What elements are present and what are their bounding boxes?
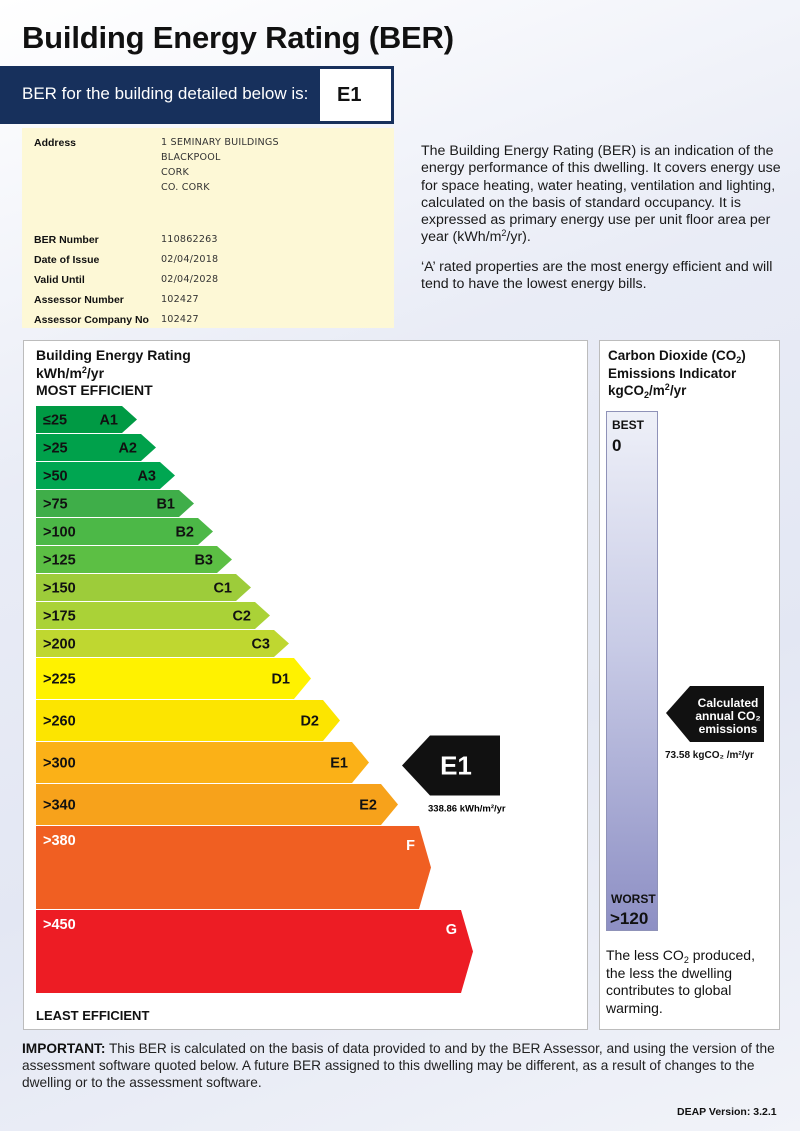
address-line: BLACKPOOL <box>161 152 221 163</box>
important-notice: IMPORTANT: This BER is calculated on the basis of data provided to and by the BER Assessor, and using the version of the assessment software quoted below. A future BER assigned to this dwelling may be different, as a result of changes to the dwelling or to the assessment software. <box>22 1041 775 1091</box>
address-line: CORK <box>161 167 190 178</box>
rating-band-range: >50 <box>43 468 68 485</box>
page-title: Building Energy Rating (BER) <box>22 20 454 55</box>
co2-note: The less $CO_2$ produced, the less the dwelling contributes to global warming. <box>606 947 755 1016</box>
rating-band-letter: F <box>406 838 415 854</box>
rating-band-range: >450 <box>43 917 76 933</box>
rating-band-letter: D1 <box>271 671 290 688</box>
rating-band-e2 <box>36 784 398 825</box>
rating-band-letter: B3 <box>194 552 213 569</box>
rating-band-letter: A3 <box>137 468 156 485</box>
rating-band-range: >260 <box>43 713 76 730</box>
rating-band-d2 <box>36 700 340 741</box>
rating-band-range: >150 <box>43 580 76 597</box>
rating-band-letter: C3 <box>251 636 270 653</box>
address-line: CO. CORK <box>161 182 210 193</box>
rating-band-range: >340 <box>43 797 76 814</box>
co2-arrow-line: Calculated <box>697 696 759 710</box>
co2-value: 73.58 kgCO₂ /m²/yr <box>665 750 754 761</box>
co2-best-label: BEST <box>612 418 645 432</box>
rating-band-range: >300 <box>43 755 76 772</box>
co2-arrow <box>660 680 780 750</box>
ber-number-value: 110862263 <box>161 234 218 245</box>
rating-band-letter: G <box>445 922 457 938</box>
rating-band-letter: D2 <box>300 713 319 730</box>
rating-band-range: ≤25 <box>43 412 68 429</box>
rating-band-letter: E2 <box>359 797 377 814</box>
rating-band-g <box>36 910 473 993</box>
co2-arrow-line: emissions <box>698 722 758 736</box>
address-line: 1 SEMINARY BUILDINGS <box>161 137 279 148</box>
rating-band-f <box>36 826 431 909</box>
rating-band-letter: C1 <box>213 580 232 597</box>
rating-band-range: >25 <box>43 440 68 457</box>
deap-version: DEAP Version: 3.2.1 <box>677 1106 777 1118</box>
rating-band-letter: B1 <box>156 496 175 513</box>
least-efficient-label: LEAST EFFICIENT <box>36 1008 150 1023</box>
rating-band-letter: E1 <box>330 755 348 772</box>
date-of-issue-value: 02/04/2018 <box>161 254 219 265</box>
valid-until-label: Valid Until <box>34 274 85 286</box>
ber-value: E1 <box>337 84 362 106</box>
rating-band-letter: C2 <box>232 608 251 625</box>
ber-number-label: BER Number <box>34 234 99 246</box>
description-paragraph: The Building Energy Rating (BER) is an indication of the energy performance of this dwelling. It covers energy use for space heating, water heating, ventilation and lighting, calculated on the basis of standard occupancy. It is expressed as primary energy use per unit floor area per year $(kWh/m^2/yr)$. <box>421 143 781 246</box>
rating-band-letter: A1 <box>99 412 118 429</box>
co2-worst-label: WORST <box>611 892 656 906</box>
rating-band-range: >75 <box>43 496 68 513</box>
assessor-company-label: Assessor Company No <box>34 314 149 326</box>
assessor-number-label: Assessor Number <box>34 294 124 306</box>
rating-band-d1 <box>36 658 311 699</box>
current-rating-value: 338.86 kWh/m²/yr <box>428 803 506 815</box>
rating-band-range: >380 <box>43 833 76 849</box>
co2-worst-value: >120 <box>610 909 649 928</box>
date-of-issue-label: Date of Issue <box>34 254 100 266</box>
rating-scale-title: Building Energy Rating kWh/$m^2/yr$ MOST EFFICIENT <box>36 347 191 398</box>
rating-band-letter: B2 <box>175 524 194 541</box>
current-rating-label: E1 <box>440 750 472 781</box>
co2-best-value: 0 <box>612 436 622 455</box>
ber-banner-label: BER for the building detailed below is: <box>22 84 309 103</box>
description-paragraph: ‘A’ rated properties are the most energy efficient and will tend to have the lowest energy bills. <box>421 258 773 293</box>
co2-scale-bar <box>606 411 658 931</box>
rating-band-range: >200 <box>43 636 76 653</box>
rating-band-range: >175 <box>43 608 76 625</box>
co2-arrow-line: annual CO₂ <box>695 709 761 723</box>
valid-until-value: 02/04/2028 <box>161 274 219 285</box>
rating-band-range: >225 <box>43 671 76 688</box>
rating-band-range: >125 <box>43 552 76 569</box>
rating-band-e1 <box>36 742 369 783</box>
address-label: Address <box>34 137 77 149</box>
assessor-number-value: 102427 <box>161 294 199 305</box>
rating-band-letter: A2 <box>118 440 137 457</box>
assessor-company-value: 102427 <box>161 314 199 325</box>
co2-title: Carbon Dioxide $(CO_2)$ Emissions Indicator $kgCO_2/m^2/yr$ <box>608 348 746 400</box>
rating-band-range: >100 <box>43 524 76 541</box>
